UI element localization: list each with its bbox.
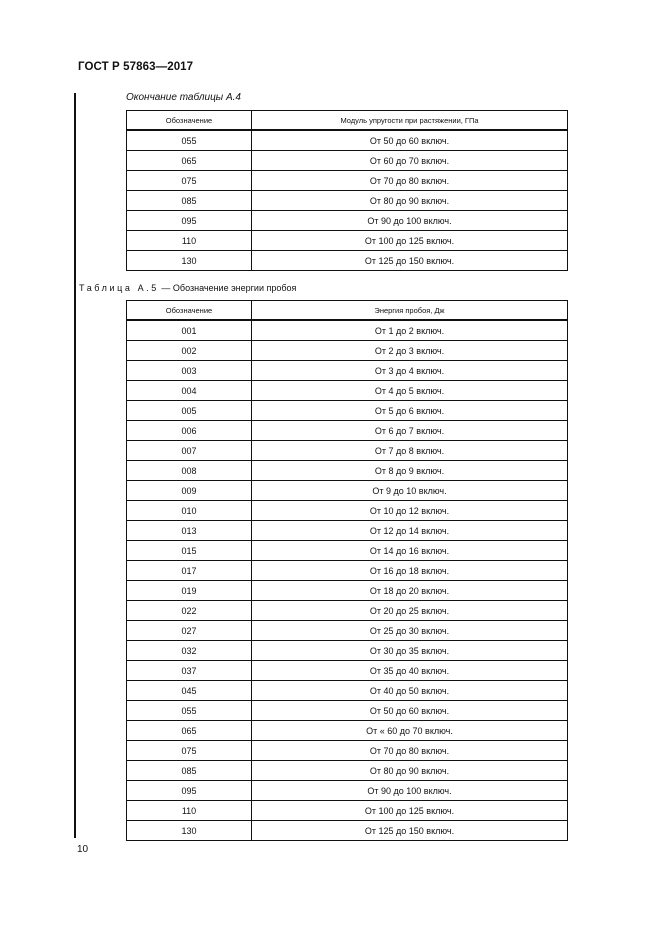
table-row [127, 441, 568, 461]
cell-range: От 9 до 10 включ. [252, 481, 568, 501]
cell-range: От 40 до 50 включ. [252, 681, 568, 701]
cell-designation: 002 [127, 341, 252, 361]
column-header-tensile-modulus: Модуль упругости при растяжении, ГПа [252, 111, 568, 131]
cell-designation: 085 [127, 191, 252, 211]
cell-range: От 125 до 150 включ. [252, 821, 568, 841]
table-row [127, 661, 568, 681]
table-row [127, 721, 568, 741]
table-row [127, 681, 568, 701]
table-row [127, 421, 568, 441]
cell-designation: 019 [127, 581, 252, 601]
cell-range: От 12 до 14 включ. [252, 521, 568, 541]
cell-designation: 110 [127, 801, 252, 821]
cell-designation: 006 [127, 421, 252, 441]
table-row [127, 320, 568, 341]
table-row [127, 561, 568, 581]
cell-designation: 008 [127, 461, 252, 481]
table-a5-header-row [127, 301, 568, 321]
table-row [127, 231, 568, 251]
cell-designation: 045 [127, 681, 252, 701]
table-row [127, 481, 568, 501]
table-row [127, 801, 568, 821]
table-row [127, 521, 568, 541]
cell-range: От 70 до 80 включ. [252, 741, 568, 761]
table-row [127, 501, 568, 521]
cell-designation: 001 [127, 320, 252, 341]
cell-range: От 100 до 125 включ. [252, 801, 568, 821]
table-row [127, 601, 568, 621]
cell-range: От 30 до 35 включ. [252, 641, 568, 661]
cell-range: От 6 до 7 включ. [252, 421, 568, 441]
cell-range: От 70 до 80 включ. [252, 171, 568, 191]
cell-range: От 60 до 70 включ. [252, 151, 568, 171]
table-row [127, 461, 568, 481]
table-a5-caption [79, 283, 296, 293]
cell-range: От 16 до 18 включ. [252, 561, 568, 581]
column-header-designation: Обозначение [127, 111, 252, 131]
cell-designation: 003 [127, 361, 252, 381]
cell-designation: 010 [127, 501, 252, 521]
cell-designation: 004 [127, 381, 252, 401]
cell-range: От 90 до 100 включ. [252, 211, 568, 231]
cell-range: От 18 до 20 включ. [252, 581, 568, 601]
column-header-breakdown-energy: Энергия пробоя, Дж [252, 301, 568, 321]
table-row [127, 171, 568, 191]
table-row [127, 781, 568, 801]
table-a5-body [127, 320, 568, 841]
cell-designation: 130 [127, 251, 252, 271]
cell-range: От 2 до 3 включ. [252, 341, 568, 361]
cell-range: От 1 до 2 включ. [252, 320, 568, 341]
cell-range: От « 60 до 70 включ. [252, 721, 568, 741]
cell-designation: 075 [127, 171, 252, 191]
table-row [127, 251, 568, 271]
cell-designation: 095 [127, 211, 252, 231]
cell-designation: 095 [127, 781, 252, 801]
table-row [127, 401, 568, 421]
cell-range: От 5 до 6 включ. [252, 401, 568, 421]
cell-range: От 50 до 60 включ. [252, 130, 568, 151]
table-row [127, 741, 568, 761]
table-row [127, 191, 568, 211]
cell-range: От 35 до 40 включ. [252, 661, 568, 681]
cell-range: От 14 до 16 включ. [252, 541, 568, 561]
document-id: ГОСТ Р 57863—2017 [78, 61, 194, 73]
cell-designation: 110 [127, 231, 252, 251]
table-row [127, 541, 568, 561]
cell-designation: 065 [127, 721, 252, 741]
cell-designation: 009 [127, 481, 252, 501]
table-row [127, 581, 568, 601]
table-row [127, 381, 568, 401]
cell-designation: 005 [127, 401, 252, 421]
table-a5-caption-label: Таблица А.5 [79, 283, 159, 293]
table-row [127, 761, 568, 781]
cell-designation: 130 [127, 821, 252, 841]
cell-designation: 032 [127, 641, 252, 661]
table-row [127, 641, 568, 661]
cell-designation: 007 [127, 441, 252, 461]
table-a4-caption: Окончание таблицы А.4 [126, 92, 241, 103]
cell-range: От 50 до 60 включ. [252, 701, 568, 721]
cell-designation: 055 [127, 701, 252, 721]
table-a5 [126, 300, 568, 841]
cell-designation: 055 [127, 130, 252, 151]
cell-range: От 25 до 30 включ. [252, 621, 568, 641]
cell-range: От 8 до 9 включ. [252, 461, 568, 481]
table-row [127, 701, 568, 721]
cell-designation: 017 [127, 561, 252, 581]
table-a5-caption-text: — Обозначение энергии пробоя [158, 283, 297, 293]
cell-designation: 015 [127, 541, 252, 561]
table-row [127, 361, 568, 381]
table-row [127, 821, 568, 841]
table-row [127, 151, 568, 171]
cell-range: От 3 до 4 включ. [252, 361, 568, 381]
cell-range: От 10 до 12 включ. [252, 501, 568, 521]
cell-range: От 80 до 90 включ. [252, 191, 568, 211]
table-row [127, 621, 568, 641]
cell-designation: 027 [127, 621, 252, 641]
cell-designation: 085 [127, 761, 252, 781]
table-row [127, 211, 568, 231]
cell-range: От 20 до 25 включ. [252, 601, 568, 621]
table-a4-header-row [127, 111, 568, 131]
table-row [127, 341, 568, 361]
cell-range: От 100 до 125 включ. [252, 231, 568, 251]
cell-range: От 125 до 150 включ. [252, 251, 568, 271]
cell-range: От 80 до 90 включ. [252, 761, 568, 781]
cell-range: От 4 до 5 включ. [252, 381, 568, 401]
cell-designation: 013 [127, 521, 252, 541]
cell-designation: 075 [127, 741, 252, 761]
page-number: 10 [77, 844, 89, 855]
table-a4 [126, 110, 568, 271]
cell-range: От 90 до 100 включ. [252, 781, 568, 801]
cell-range: От 7 до 8 включ. [252, 441, 568, 461]
change-bar [74, 93, 76, 838]
table-row [127, 130, 568, 151]
cell-designation: 022 [127, 601, 252, 621]
column-header-designation: Обозначение [127, 301, 252, 321]
table-a4-body [127, 130, 568, 271]
cell-designation: 037 [127, 661, 252, 681]
cell-designation: 065 [127, 151, 252, 171]
